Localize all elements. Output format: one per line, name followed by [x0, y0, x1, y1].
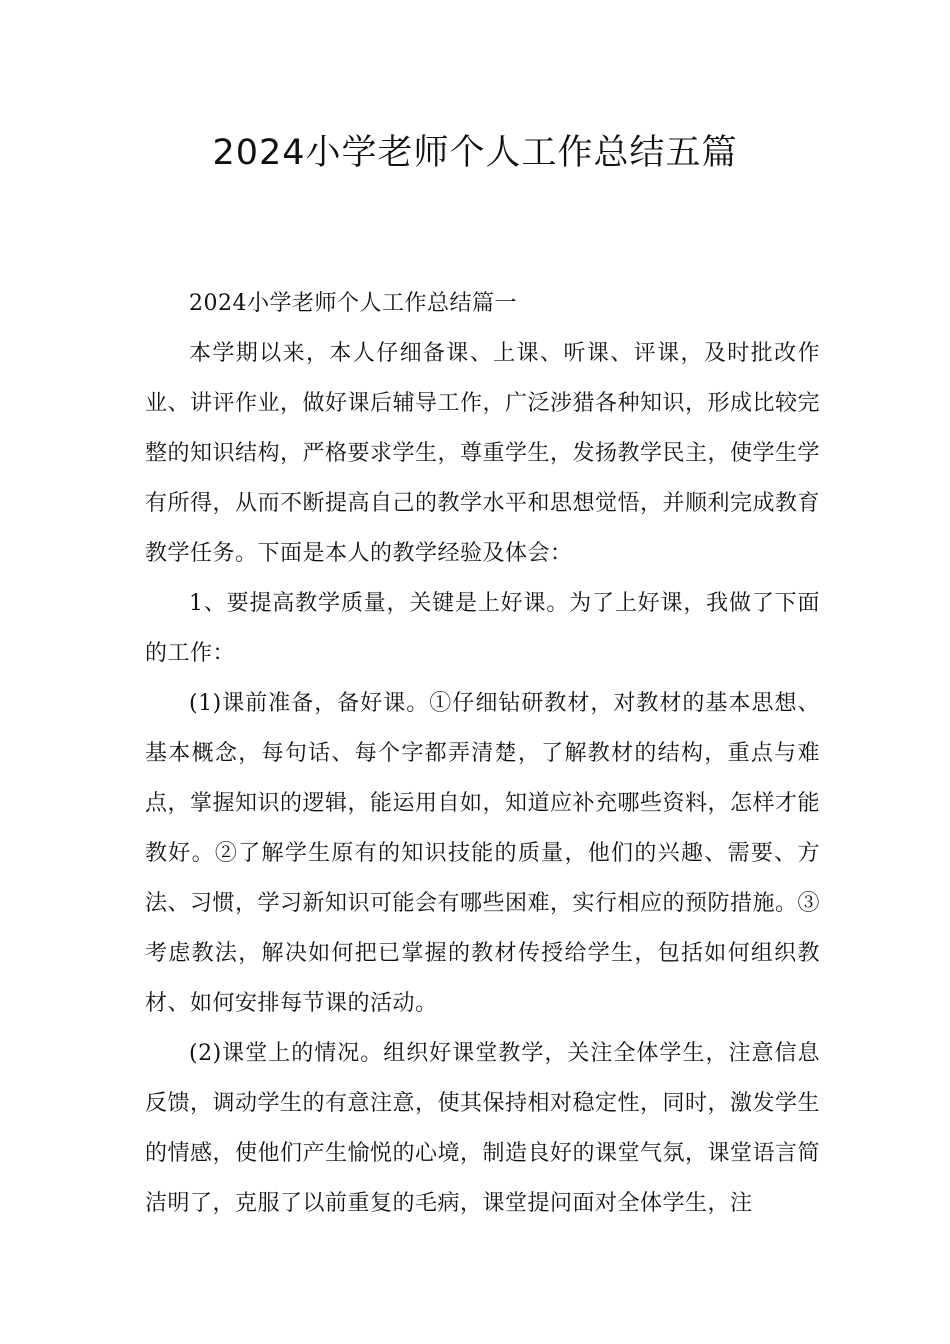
paragraph-point-1: 1、要提高教学质量，关键是上好课。为了上好课，我做了下面的工作：	[145, 591, 820, 666]
paragraph-intro: 本学期以来，本人仔细备课、上课、听课、评课，及时批改作业、讲评作业，做好课后辅导工作，广泛涉猎各种知识，形成比较完整的知识结构，严格要求学生，尊重学生，发扬教学民主，使学生学有所得，从而不断提高自己的教学水平和思想觉悟，并顺利完成教育教学任务。下面是本人的教学经验及体会：	[145, 341, 821, 566]
paragraph-lesson-prep: (1)课前准备，备好课。①仔细钻研教材，对教材的基本思想、基本概念，每句话、每个字都弄清楚，了解教材的结构，重点与难点，掌握知识的逻辑，能运用自如，知道应补充哪些资料，怎样才能教好。②了解学生原有的知识技能的质量，他们的兴趣、需要、方法、习惯，学习新知识可能会有哪些困难，实行相应的预防措施。③考虑教法，解决如何把已掌握的教材传授给学生，包括如何组织教材、如何安排每节课的活动。	[145, 691, 821, 1016]
paragraph-classroom: (2)课堂上的情况。组织好课堂教学，关注全体学生，注意信息反馈，调动学生的有意注意，使其保持相对稳定性，同时，激发学生的情感，使他们产生愉悦的心境，制造良好的课堂气氛，课堂语言简洁明了，克服了以前重复的毛病，课堂提问面对全体学生，注	[145, 1041, 821, 1216]
document-body	[145, 279, 820, 1229]
document-title: 2024小学老师个人工作总结五篇	[212, 133, 738, 173]
section-heading: 2024小学老师个人工作总结篇一	[189, 291, 517, 316]
